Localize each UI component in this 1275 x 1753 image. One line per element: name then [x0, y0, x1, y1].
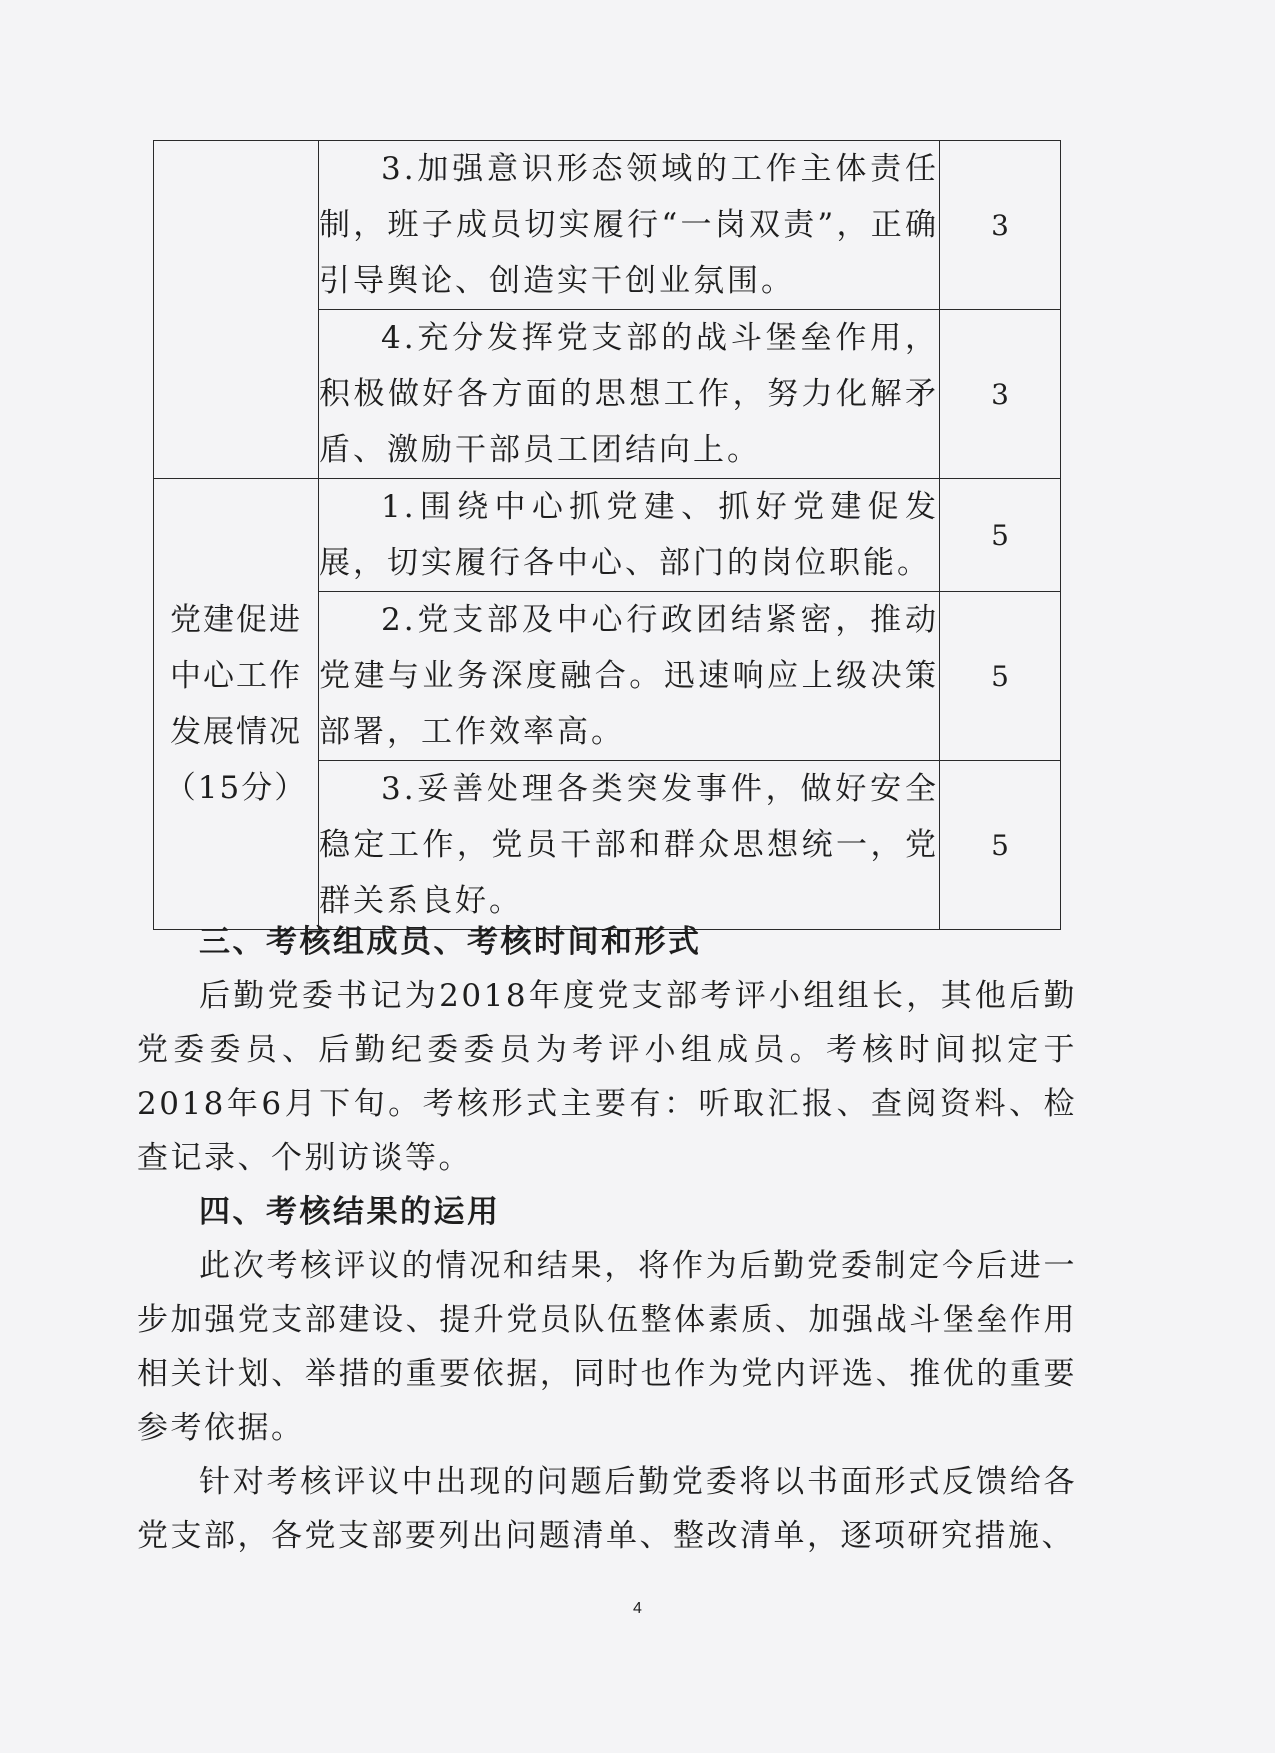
page-number: 4 [633, 1600, 642, 1617]
assessment-table [153, 140, 1061, 930]
paragraph: 针对考核评议中出现的问题后勤党委将以书面形式反馈给各党支部，各党支部要列出问题清单、整改清单，逐项研究措施、 [137, 1464, 1077, 1554]
section-heading: 四、考核结果的运用 [199, 1194, 501, 1230]
table-row [154, 141, 1061, 310]
table-row [154, 479, 1061, 592]
section-3 [137, 915, 1077, 1563]
category-cell [154, 479, 319, 930]
category-line: 发展情况 [170, 714, 302, 750]
points-cell: 3 [940, 310, 1061, 479]
paragraph: 后勤党委书记为2018年度党支部考评小组组长，其他后勤党委委员、后勤纪委委员为考评小组成员。考核时间拟定于2018年6月下旬。考核形式主要有：听取汇报、查阅资料、检查记录、个别访谈等。 [137, 978, 1077, 1176]
points-cell: 5 [940, 479, 1061, 592]
criterion-cell: 1.围绕中心抓党建、抓好党建促发展，切实履行各中心、部门的岗位职能。 [319, 479, 940, 592]
criterion-cell: 4.充分发挥党支部的战斗堡垒作用，积极做好各方面的思想工作，努力化解矛盾、激励干部员工团结向上。 [319, 310, 940, 479]
category-cell-continued [154, 141, 319, 479]
section-heading: 三、考核组成员、考核时间和形式 [199, 924, 702, 960]
category-line: （15分） [164, 770, 308, 806]
category-line: 党建促进 [170, 602, 302, 638]
criterion-cell: 3.妥善处理各类突发事件，做好安全稳定工作，党员干部和群众思想统一，党群关系良好。 [319, 761, 940, 930]
criterion-cell: 2.党支部及中心行政团结紧密，推动党建与业务深度融合。迅速响应上级决策部署，工作效率高。 [319, 592, 940, 761]
points-cell: 3 [940, 141, 1061, 310]
points-cell: 5 [940, 761, 1061, 930]
points-cell: 5 [940, 592, 1061, 761]
paragraph: 此次考核评议的情况和结果，将作为后勤党委制定今后进一步加强党支部建设、提升党员队伍整体素质、加强战斗堡垒作用相关计划、举措的重要依据，同时也作为党内评选、推优的重要参考依据。 [137, 1248, 1077, 1446]
criterion-cell: 3.加强意识形态领域的工作主体责任制，班子成员切实履行“一岗双责”，正确引导舆论、创造实干创业氛围。 [319, 141, 940, 310]
category-line: 中心工作 [170, 658, 302, 694]
